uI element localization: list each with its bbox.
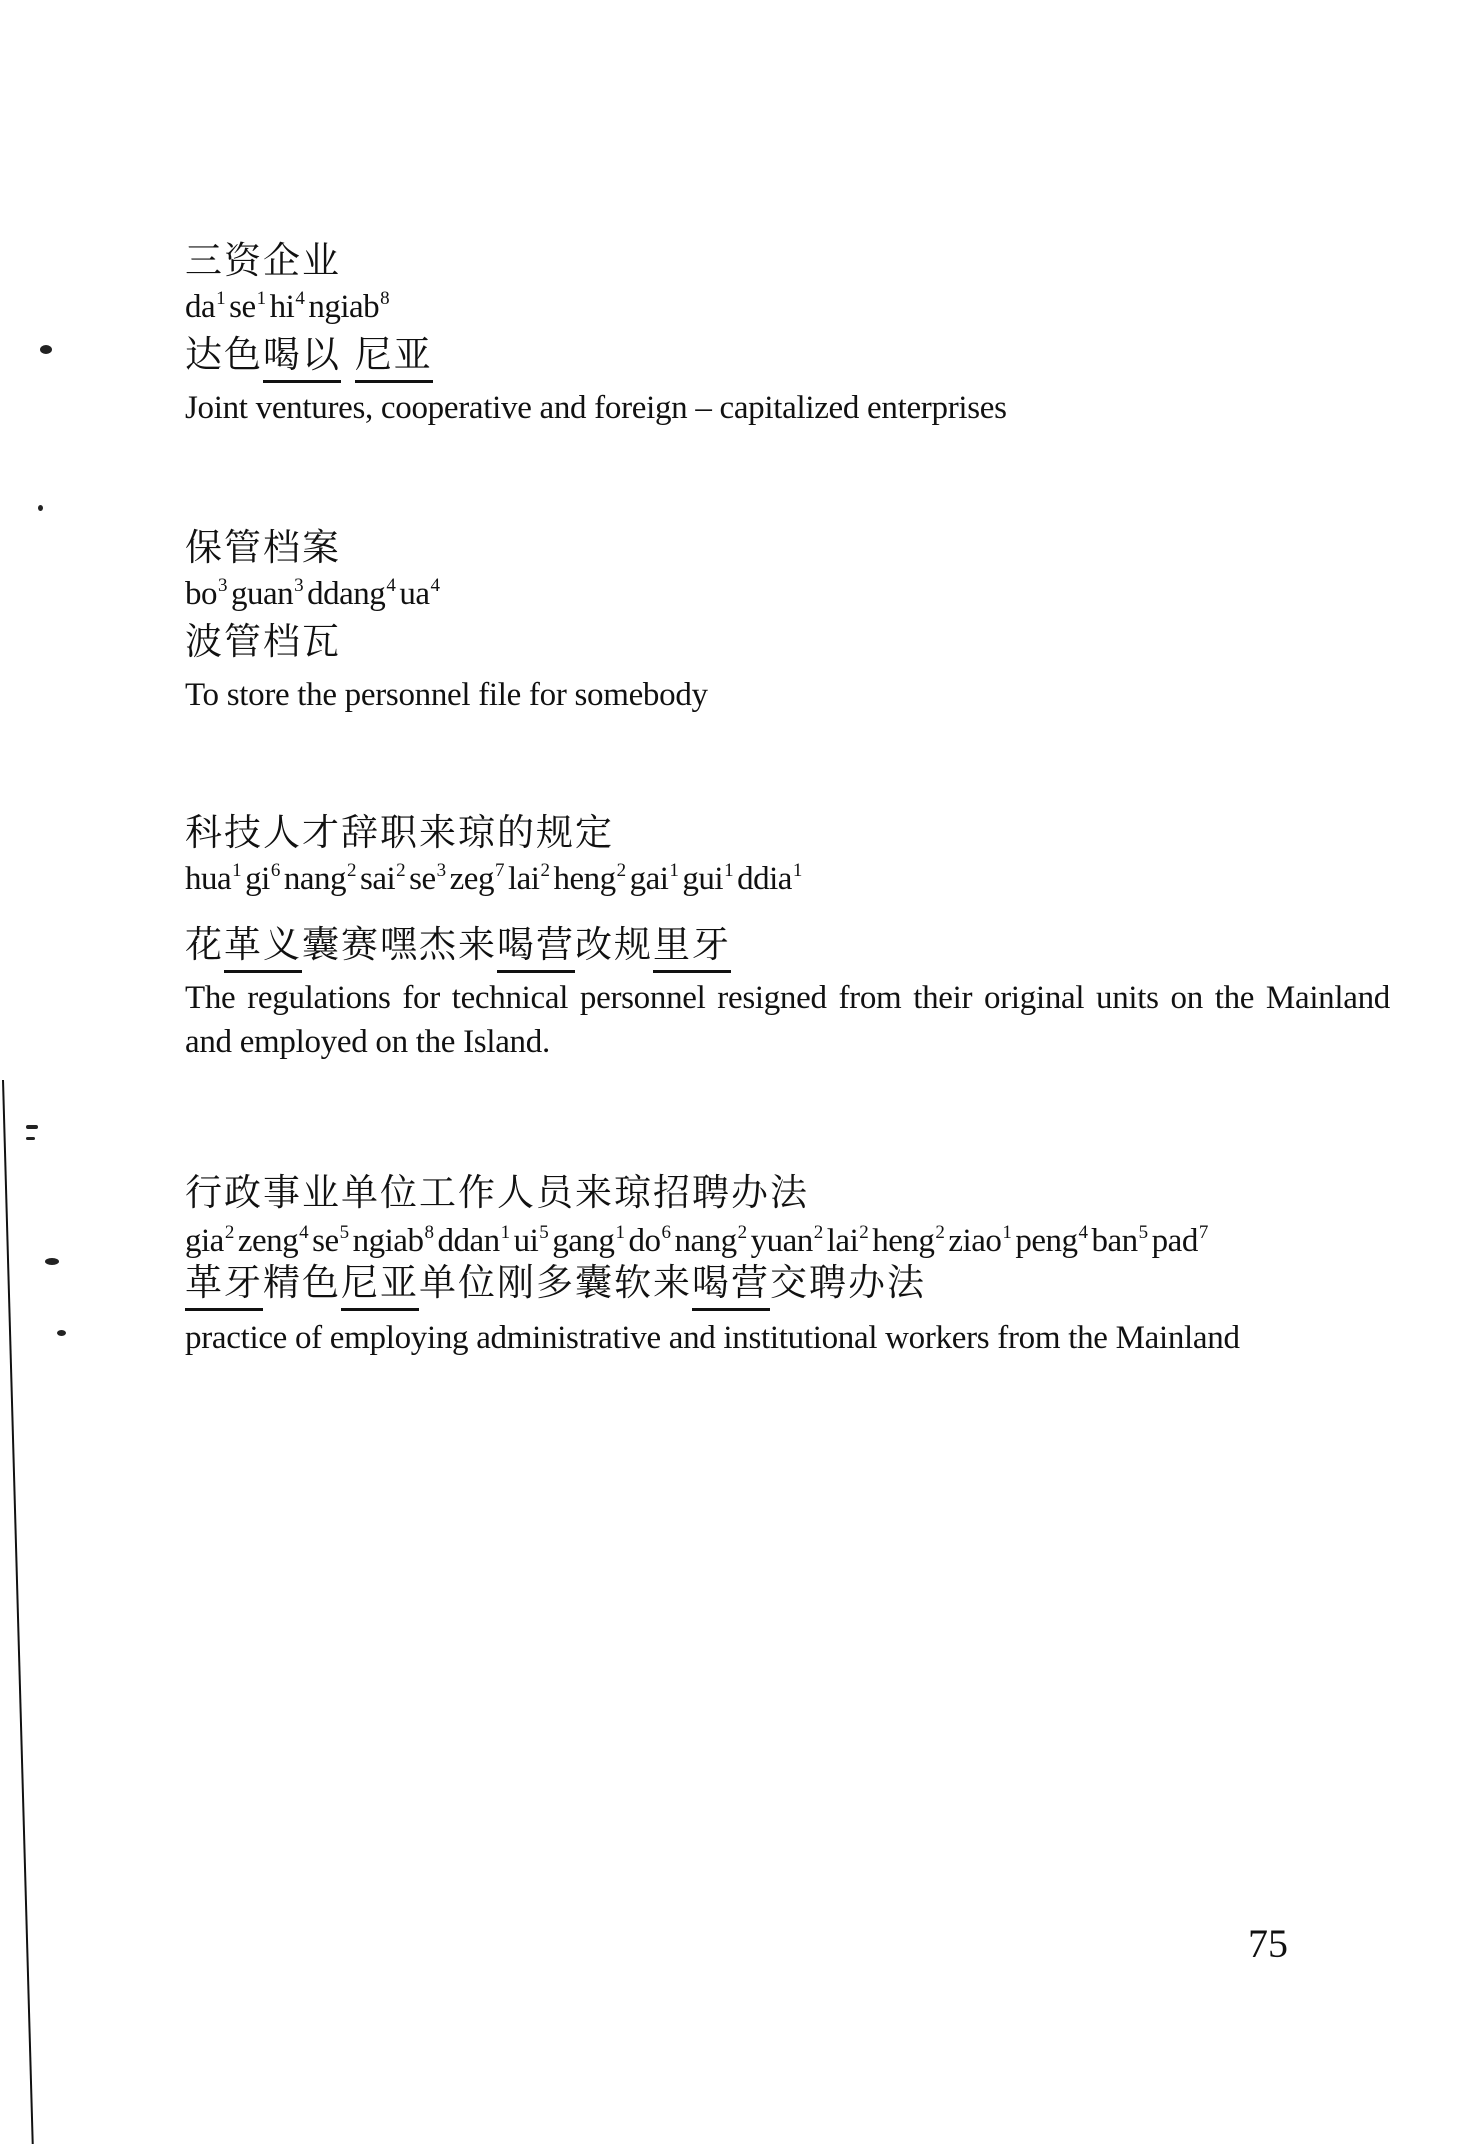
romanized-syllable: $ua^4$ bbox=[399, 575, 440, 612]
tone-number: 6 bbox=[270, 860, 280, 881]
tone-number: 5 bbox=[539, 1222, 549, 1243]
tone-number: 7 bbox=[1198, 1222, 1208, 1243]
scan-speck bbox=[26, 1125, 38, 1129]
tone-number: 2 bbox=[396, 860, 406, 881]
entry-term: 行政事业单位工作人员来琼招聘办法 bbox=[185, 1171, 809, 1214]
tone-number: 1 bbox=[1002, 1222, 1012, 1243]
phonetic-segment: 囊赛嘿杰来 bbox=[302, 923, 497, 966]
phonetic-segment: 改规 bbox=[575, 923, 653, 966]
entry-romanization bbox=[185, 286, 1390, 328]
phonetic-segment: 花 bbox=[185, 923, 224, 966]
entry-phonetic-characters bbox=[185, 1258, 1390, 1308]
underlined-phonetic-segment: 喝以 bbox=[263, 333, 341, 383]
romanized-syllable: nang$^2$ bbox=[283, 860, 356, 897]
romanized-syllable: ddan$^1$ bbox=[437, 1222, 510, 1259]
entry-gloss: Joint ventures, cooperative and foreign – capitalized enterprises bbox=[185, 390, 1007, 426]
tone-number: 1 bbox=[615, 1222, 625, 1243]
tone-number: 5 bbox=[339, 1222, 349, 1243]
phonetic-segment: 波管档瓦 bbox=[185, 620, 341, 663]
glossary-entry bbox=[185, 1168, 1390, 1360]
romanized-syllable: $do^6$ bbox=[628, 1222, 671, 1259]
glossary-entry bbox=[185, 236, 1390, 430]
tone-number: 1 bbox=[500, 1222, 510, 1243]
tone-number: 1 bbox=[724, 860, 734, 881]
romanized-syllable: zeng$^4$ bbox=[237, 1222, 309, 1259]
tone-number: 1 bbox=[669, 860, 679, 881]
underlined-phonetic-segment: 革义 bbox=[224, 923, 302, 973]
romanized-syllable: yuan$^2$ bbox=[750, 1222, 823, 1259]
phonetic-segment: 交聘办法 bbox=[770, 1261, 926, 1304]
tone-number: 3 bbox=[436, 860, 446, 881]
romanized-syllable: $da^1$ bbox=[185, 288, 226, 325]
scan-speck bbox=[40, 345, 52, 354]
tone-number: 8 bbox=[424, 1222, 434, 1243]
romanized-syllable: $gi^6$ bbox=[245, 860, 280, 897]
glossary-entry bbox=[185, 523, 1390, 717]
romanized-syllable: ngiab$^8$ bbox=[352, 1222, 434, 1259]
entry-phonetic-characters bbox=[185, 920, 1390, 970]
scan-speck bbox=[26, 1137, 35, 1140]
scan-speck bbox=[57, 1330, 66, 1336]
romanized-syllable: gia$^2$ bbox=[185, 1222, 234, 1259]
tone-number: 1 bbox=[216, 288, 226, 309]
tone-number: 8 bbox=[380, 288, 390, 309]
tone-number: 2 bbox=[346, 860, 356, 881]
romanized-syllable: ngiab$^8$ bbox=[308, 288, 390, 325]
romanized-syllable: $bo^3$ bbox=[185, 575, 227, 612]
romanized-syllable: sai$^2$ bbox=[359, 860, 406, 897]
romanized-syllable: lai$^2$ bbox=[826, 1222, 869, 1259]
phonetic-segment: 单位刚多囊软来 bbox=[419, 1261, 692, 1304]
scan-speck bbox=[38, 505, 43, 511]
tone-number: 2 bbox=[935, 1222, 945, 1243]
romanized-syllable: ziao$^1$ bbox=[948, 1222, 1012, 1259]
phonetic-segment bbox=[341, 333, 355, 376]
tone-number: 2 bbox=[540, 860, 550, 881]
romanized-syllable: peng$^4$ bbox=[1015, 1222, 1088, 1259]
tone-number: 4 bbox=[386, 575, 396, 596]
entry-gloss: practice of employing administrative and institutional workers from the Mainland bbox=[185, 1320, 1240, 1356]
tone-number: 1 bbox=[232, 860, 242, 881]
tone-number: 3 bbox=[218, 575, 227, 596]
phonetic-segment: 达色 bbox=[185, 333, 263, 376]
tone-number: 5 bbox=[1138, 1222, 1148, 1243]
romanized-syllable: nang$^2$ bbox=[674, 1222, 747, 1259]
romanized-syllable: guan$^3$ bbox=[231, 575, 304, 612]
entry-term: 科技人才辞职来琼的规定 bbox=[185, 811, 614, 854]
entry-gloss: To store the personnel file for somebody bbox=[185, 677, 708, 713]
romanized-syllable: ddang$^4$ bbox=[307, 575, 396, 612]
romanized-syllable: pad$^7$ bbox=[1151, 1222, 1208, 1259]
romanized-syllable: heng$^2$ bbox=[553, 860, 626, 897]
tone-number: 2 bbox=[224, 1222, 234, 1243]
tone-number: 4 bbox=[295, 288, 305, 309]
scan-speck bbox=[45, 1258, 59, 1265]
tone-number: 4 bbox=[430, 575, 440, 596]
tone-number: 7 bbox=[494, 860, 504, 881]
tone-number: 4 bbox=[299, 1222, 309, 1243]
underlined-phonetic-segment: 尼亚 bbox=[341, 1261, 419, 1311]
glossary-entry bbox=[185, 808, 1390, 1064]
romanized-syllable: $se^1$ bbox=[229, 288, 266, 325]
phonetic-segment: 精色 bbox=[263, 1261, 341, 1304]
romanized-syllable: ban$^5$ bbox=[1091, 1222, 1148, 1259]
tone-number: 4 bbox=[1078, 1222, 1088, 1243]
entry-gloss: The regulations for technical personnel resigned from their original units on the Mainland and employed on the Island. bbox=[185, 980, 1390, 1060]
entry-phonetic-characters bbox=[185, 330, 1390, 380]
romanized-syllable: $ui^5$ bbox=[513, 1222, 549, 1259]
page-number: 75 bbox=[1248, 1921, 1288, 1966]
tone-number: 2 bbox=[616, 860, 626, 881]
underlined-phonetic-segment: 里牙 bbox=[653, 923, 731, 973]
entry-romanization bbox=[185, 858, 1390, 900]
tone-number: 1 bbox=[256, 288, 266, 309]
underlined-phonetic-segment: 喝营 bbox=[692, 1261, 770, 1311]
entry-romanization bbox=[185, 1222, 1208, 1259]
underlined-phonetic-segment: 尼亚 bbox=[355, 333, 433, 383]
romanized-syllable: $se^3$ bbox=[409, 860, 446, 897]
romanized-syllable: lai$^2$ bbox=[507, 860, 550, 897]
entry-term: 三资企业 bbox=[185, 239, 341, 282]
tone-number: 1 bbox=[792, 860, 802, 881]
entry-romanization bbox=[185, 573, 1390, 615]
underlined-phonetic-segment: 革牙 bbox=[185, 1261, 263, 1311]
tone-number: 2 bbox=[737, 1222, 747, 1243]
underlined-phonetic-segment: 喝营 bbox=[497, 923, 575, 973]
binding-edge-line bbox=[2, 1080, 34, 2144]
romanized-syllable: gui$^1$ bbox=[682, 860, 734, 897]
tone-number: 2 bbox=[859, 1222, 869, 1243]
romanized-syllable: heng$^2$ bbox=[872, 1222, 945, 1259]
entry-phonetic-characters bbox=[185, 617, 1390, 667]
tone-number: 3 bbox=[294, 575, 304, 596]
romanized-syllable: $se^5$ bbox=[312, 1222, 349, 1259]
tone-number: 2 bbox=[813, 1222, 823, 1243]
entry-term: 保管档案 bbox=[185, 526, 341, 569]
romanized-syllable: gai$^1$ bbox=[629, 860, 679, 897]
romanized-syllable: $hi^4$ bbox=[269, 288, 305, 325]
romanized-syllable: gang$^1$ bbox=[552, 1222, 625, 1259]
tone-number: 6 bbox=[661, 1222, 671, 1243]
romanized-syllable: ddia$^1$ bbox=[737, 860, 802, 897]
romanized-syllable: zeg$^7$ bbox=[449, 860, 504, 897]
romanized-syllable: hua$^1$ bbox=[185, 860, 242, 897]
